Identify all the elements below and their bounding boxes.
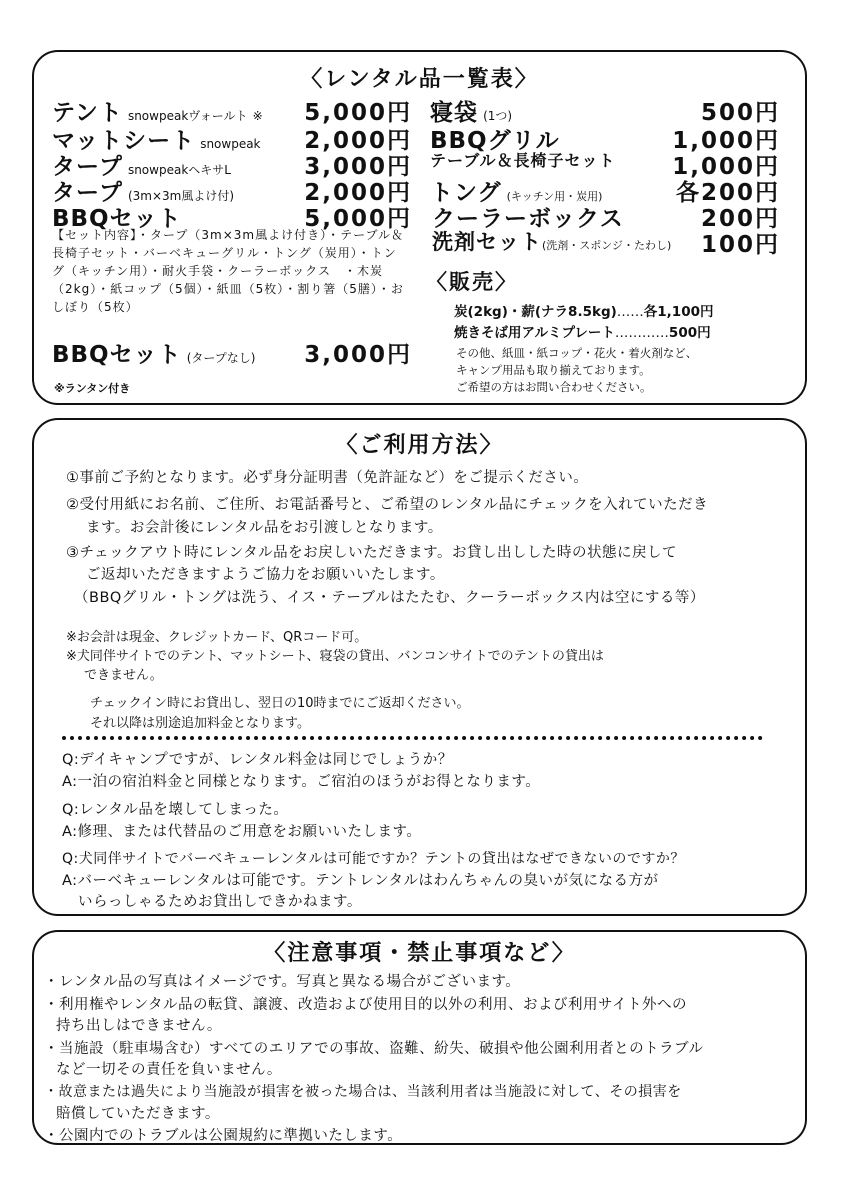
sales-item — [454, 321, 711, 341]
checkin-note: チェックイン時にお貸出し、翌日の10時までにご返却ください。 — [90, 696, 470, 711]
faq-question: Q:デイキャンプですが、レンタル料金は同じでしょうか？ — [62, 752, 453, 768]
sales-title: 〈販売〉 — [426, 270, 518, 294]
item-price: 500円 — [700, 100, 780, 126]
rental-item — [430, 94, 780, 124]
item-note: (キッチン用・炭用) — [506, 190, 603, 203]
item-price: 2,000円 — [304, 180, 412, 206]
sales-item-leader: ………… — [614, 325, 669, 341]
usage-line: ③チェックアウト時にレンタル品をお戻しいただきます。お貸し出しした時の状態に戻して — [66, 545, 677, 561]
item-name: BBQグリル — [430, 128, 560, 154]
caution-line: 賠償していただきます。 — [56, 1106, 220, 1122]
item-price: 1,000円 — [672, 154, 780, 180]
faq-answer: A:バーベキューレンタルは可能です。テントレンタルはわんちゃんの臭いが気になる方が — [62, 873, 659, 889]
item-name: トング — [430, 180, 502, 206]
faq-answer: A:一泊の宿泊料金と同様となります。ご宿泊のほうがお得となります。 — [62, 774, 541, 790]
rental-item — [52, 94, 412, 124]
item-name: BBQセット — [52, 342, 182, 368]
rental-section — [32, 50, 807, 405]
sales-item-price: 各1,100円 — [643, 304, 714, 320]
item-price: 3,000円 — [304, 154, 412, 180]
faq-question: Q:犬同伴サイトでバーベキューレンタルは可能ですか？テントの貸出はなぜできないのですか？ — [62, 851, 685, 867]
caution-line: 持ち出しはできません。 — [56, 1018, 222, 1034]
usage-section — [32, 418, 807, 916]
caution-title: 〈注意事項・禁止事項など〉 — [263, 941, 576, 966]
usage-note: ※お会計は現金、クレジットカード、QRコード可。 — [66, 630, 368, 645]
item-note: (洗剤・スポンジ・たわし) — [542, 239, 672, 252]
rental-title: 〈レンタル品一覧表〉 — [300, 67, 539, 92]
item-note: (1つ) — [483, 109, 513, 123]
item-note: snowpeak — [200, 137, 261, 151]
item-name: タープ — [52, 154, 123, 180]
sales-item — [454, 300, 713, 320]
item-name: タープ — [52, 180, 123, 206]
usage-title: 〈ご利用方法〉 — [335, 433, 504, 458]
item-price: 1,000円 — [672, 128, 780, 154]
sales-item-name: 焼きそば用アルミプレート — [454, 325, 615, 341]
rental-item-bbq-no-tarp — [52, 336, 412, 366]
item-name: テーブル＆長椅子セット — [430, 151, 616, 170]
item-price: 5,000円 — [304, 100, 412, 126]
caution-section — [32, 930, 807, 1145]
faq-answer: いらっしゃるためお貸出しできかねます。 — [78, 894, 362, 910]
item-name: クーラーボックス — [432, 206, 624, 232]
rental-item — [432, 226, 780, 256]
sales-item-name: 炭(2kg)・薪(ナラ8.5kg) — [454, 304, 617, 320]
caution-line: ・当施設（駐車場含む）すべてのエリアでの事故、盗難、紛失、破損や他公園利用者とのトラブル — [44, 1041, 704, 1057]
sales-note: キャンプ用品も取り揃えております。 — [456, 363, 651, 377]
item-note: snowpeakヘキサL — [127, 163, 231, 177]
item-price: 200円 — [700, 206, 780, 232]
item-name: マットシート — [52, 128, 196, 154]
item-price: 各200円 — [675, 180, 780, 206]
item-name: 寝袋 — [430, 100, 478, 126]
dotted-divider — [62, 736, 763, 740]
usage-note: できません。 — [84, 668, 163, 683]
caution-line: ・公園内でのトラブルは公園規約に準拠いたします。 — [44, 1128, 403, 1144]
usage-line: ①事前ご予約となります。必ず身分証明書（免許証など）をご提示ください。 — [66, 470, 589, 486]
caution-line: ・レンタル品の写真はイメージです。写真と異なる場合がございます。 — [44, 974, 521, 990]
item-note: snowpeakヴォールト — [127, 109, 248, 123]
item-note: (タープなし) — [186, 351, 256, 365]
faq-question: Q:レンタル品を壊してしまった。 — [62, 802, 289, 818]
item-name: 洗剤セット — [432, 230, 542, 254]
checkin-note: それ以降は別途追加料金となります。 — [90, 716, 310, 731]
usage-note: ※犬同伴サイトでのテント、マットシート、寝袋の貸出、バンコンサイトでのテントの貸出は — [66, 649, 604, 664]
usage-line: ご返却いただきますようご協力をお願いいたします。 — [86, 567, 445, 583]
sales-item-leader: …… — [616, 304, 644, 320]
item-price: 5,000円 — [304, 206, 412, 232]
sales-item-price: 500円 — [668, 325, 711, 341]
item-note: (3m×3m風よけ付) — [127, 189, 235, 203]
item-price: 2,000円 — [304, 128, 412, 154]
caution-line: など一切その責任を負いません。 — [56, 1062, 282, 1078]
usage-line: （BBQグリル・トングは洗う、イス・テーブルはたたむ、クーラーボックス内は空にする等） — [74, 590, 705, 606]
item-mark: ※ — [252, 109, 263, 123]
item-name: テント — [52, 100, 123, 126]
item-price: 3,000円 — [304, 342, 412, 368]
faq-answer: A:修理、または代替品のご用意をお願いいたします。 — [62, 824, 422, 840]
sales-note: ご希望の方はお問い合わせください。 — [456, 380, 652, 394]
item-price: 100円 — [700, 232, 780, 258]
usage-line: ②受付用紙にお名前、ご住所、お電話番号と、ご希望のレンタル品にチェックを入れていただき — [66, 497, 709, 513]
caution-line: ・故意または過失により当施設が損害を被った場合は、当該利用者は当施設に対して、その損害を — [44, 1084, 682, 1100]
lantern-note: ※ランタン付き — [54, 382, 131, 395]
caution-line: ・利用権やレンタル品の転貸、譲渡、改造および使用目的以外の利用、および利用サイト外への — [44, 997, 688, 1013]
bbq-set-contents: 【セット内容】・タープ（3m×3m風よけ付き）・テーブル＆長椅子セット・バーベキューグリル・トング（炭用）・トング（キッチン用）・耐火手袋・クーラーボックス ・木炭（2kg）・紙コップ（5個）・紙皿（5枚）・割り箸（5膳）・おしぼり（5枚） — [52, 228, 405, 314]
usage-line: ます。お会計後にレンタル品をお引渡しとなります。 — [86, 520, 443, 536]
item-name: BBQセット — [52, 206, 182, 232]
sales-note: その他、紙皿・紙コップ・花火・着火剤など、 — [456, 346, 698, 360]
